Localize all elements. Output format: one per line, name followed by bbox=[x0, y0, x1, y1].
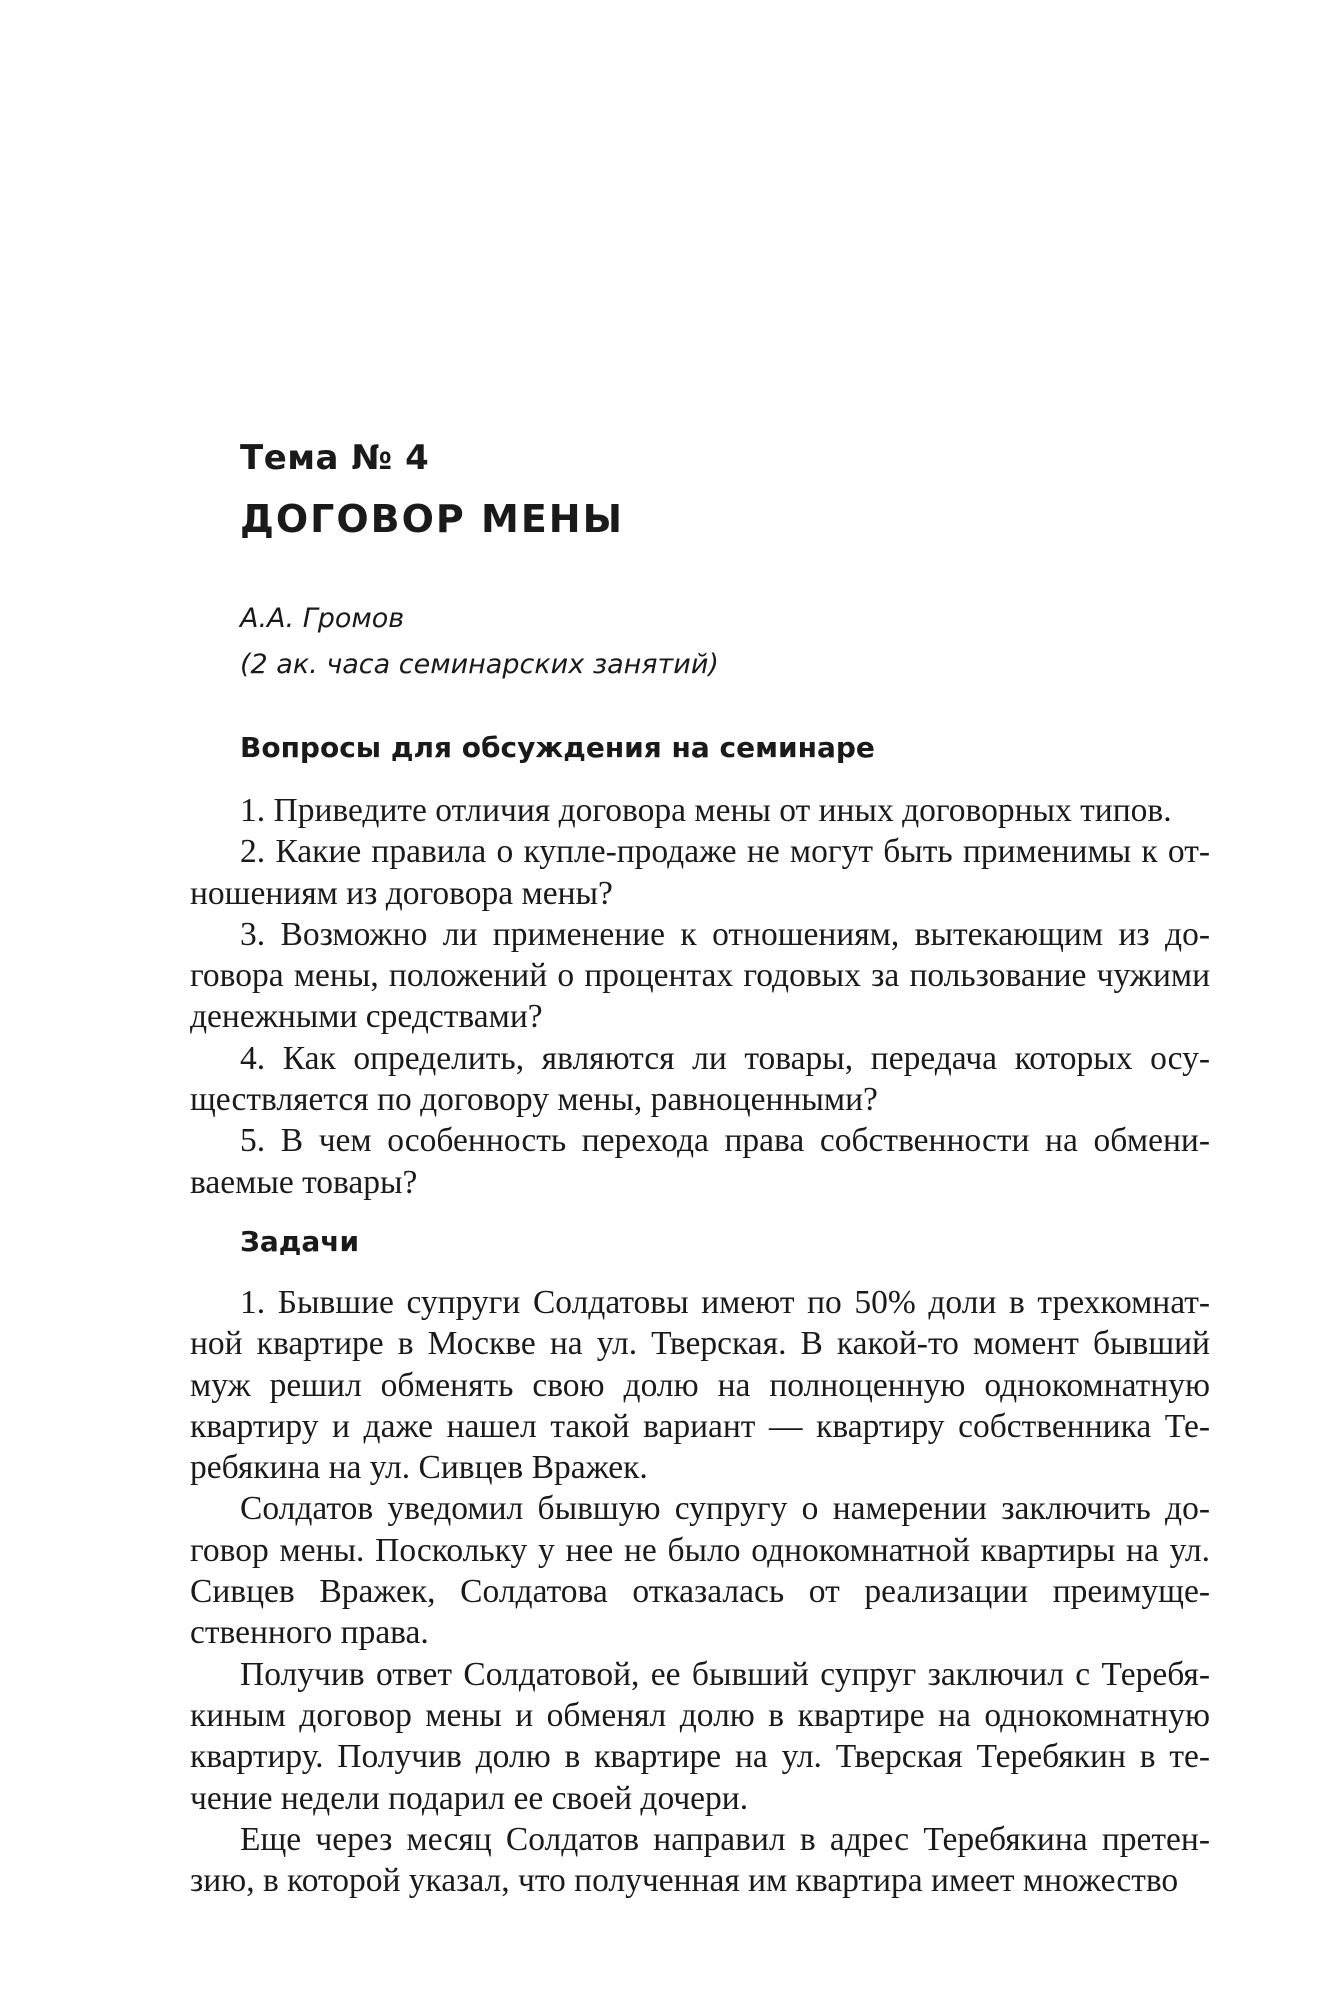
task-paragraph: Еще через месяц Солдатов направил в адрес Теребякина претензию, в которой указал, что полученная им квартира имеет множество bbox=[190, 1820, 1210, 1900]
question-item: 3. Возможно ли применение к отношениям, вытекающим из договора мены, положений о процентах годовых за пользование чужими денежными средствами? bbox=[190, 915, 1210, 1036]
question-item: 4. Как определить, являются ли товары, передача которых осуществляется по договору мены, равноценными? bbox=[190, 1039, 1210, 1119]
author-name: А.А. Громов bbox=[240, 603, 405, 634]
theme-title: ДОГОВОР МЕНЫ bbox=[240, 497, 624, 541]
author-block bbox=[240, 596, 719, 688]
question-item: 5. В чем особенность перехода права собственности на обмениваемые товары? bbox=[190, 1122, 1210, 1201]
tasks-heading: Задачи bbox=[240, 1225, 360, 1258]
task-paragraph: Получив ответ Солдатовой, ее бывший супруг заключил с Теребякиным договор мены и обменял долю в квартире на однокомнатную квартиру. Получив долю в квартире на ул. Тверская Теребякин в течение недели подарил ее своей дочери. bbox=[190, 1655, 1210, 1817]
question-item: 2. Какие правила о купле-продаже не могут быть применимы к отношениям из договора мены? bbox=[190, 833, 1210, 912]
task-paragraph: 1. Бывшие супруги Солдатовы имеют по 50% доли в трехкомнатной квартире в Москве на ул. Тверская. В какой-то момент бывший муж решил обменять свою долю на полноценную однокомнатную квартиру и даже нашел такой вариант — квартиру собственника Теребякина на ул. Сивцев Вражек. bbox=[190, 1284, 1210, 1487]
questions-heading: Вопросы для обсуждения на семинаре bbox=[240, 731, 875, 764]
author-hours: (2 ак. часа семинарских занятий) bbox=[240, 649, 719, 680]
tasks-text bbox=[190, 1282, 1210, 1901]
theme-number: Тема № 4 bbox=[240, 438, 430, 478]
question-item: 1. Приведите отличия договора мены от иных договорных типов. bbox=[240, 792, 1172, 829]
task-paragraph: Солдатов уведомил бывшую супругу о намерении заключить договор мены. Поскольку у нее не было однокомнатной квартиры на ул. Сивцев Вражек, Солдатова отказалась от реализации преимущественного права. bbox=[190, 1490, 1210, 1652]
questions-list bbox=[190, 790, 1210, 1203]
